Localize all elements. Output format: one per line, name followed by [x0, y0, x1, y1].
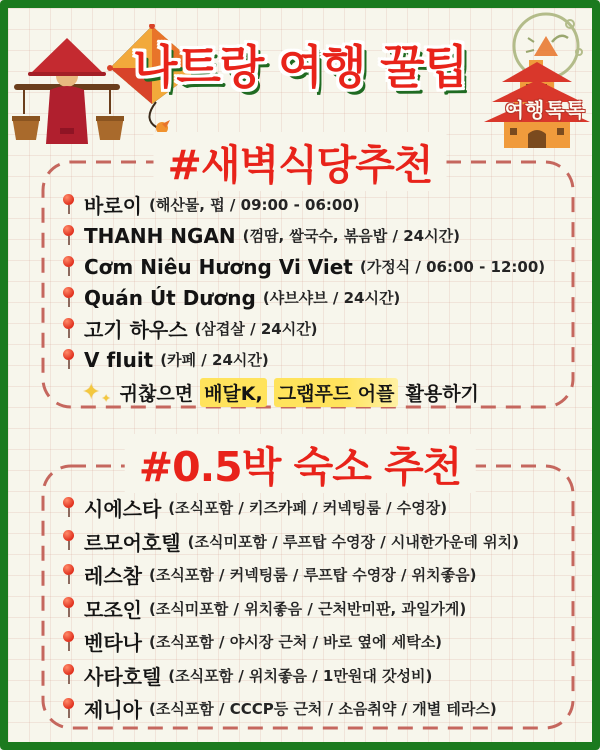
list-item [62, 625, 562, 659]
pin-icon [62, 286, 76, 310]
list-item [62, 592, 562, 626]
pin-icon [62, 596, 76, 620]
item-detail: (조식미포함 / 위치좋음 / 근처반미판, 과일가게) [148, 599, 467, 618]
item-name: 르모어호텔 [84, 530, 181, 555]
item-name: 레스참 [84, 564, 142, 589]
list-item [62, 491, 562, 525]
item-name: 고기 하우스 [84, 318, 188, 342]
item-name: 모조인 [84, 597, 142, 622]
tip-suffix: 활용하기 [405, 382, 479, 405]
item-detail: (껌땀, 쌀국수, 볶음밥 / 24시간) [242, 227, 460, 245]
list-item [62, 659, 562, 693]
hotel-list [62, 491, 562, 726]
pin-icon [62, 697, 76, 721]
list-item [62, 282, 562, 313]
pin-icon [62, 529, 76, 553]
list-item [62, 344, 562, 375]
list-item [62, 220, 562, 251]
sparkle-icon: ✦ [101, 391, 111, 405]
item-detail: (조식포함 / 야시장 근처 / 바로 옆에 세탁소) [148, 633, 443, 652]
tip-line [82, 375, 562, 409]
pin-icon [62, 255, 76, 279]
list-item [62, 525, 562, 559]
item-detail: (조식포함 / CCCP등 근처 / 소음취약 / 개별 테라스) [148, 700, 497, 719]
logo-text: 여행톡톡 [504, 98, 586, 122]
list-item [62, 251, 562, 282]
list-item [62, 692, 562, 726]
section-title-restaurants: #새벽식당추천 [154, 132, 447, 191]
pin-icon [62, 630, 76, 654]
list-item [62, 189, 562, 220]
item-detail: (샤브샤브 / 24시간) [262, 289, 401, 307]
item-detail: (삼겹살 / 24시간) [194, 320, 318, 338]
tip-highlight-2: 그랩푸드 어플 [274, 378, 399, 407]
item-name: V fIuit [84, 347, 154, 372]
list-item [62, 313, 562, 344]
restaurant-list [62, 189, 562, 409]
tip-prefix: 귀찮으면 [119, 382, 194, 405]
item-name: Quán Út Dương [84, 285, 256, 310]
item-detail: (조식미포함 / 루프탑 수영장 / 시내한가운데 위치) [187, 532, 519, 551]
item-detail: (조식포함 / 커넥팅룸 / 루프탑 수영장 / 위치좋음) [148, 566, 477, 585]
pin-icon [62, 496, 76, 520]
item-name: 바로이 [84, 194, 142, 218]
item-detail: (조식포함 / 키즈카페 / 커넥팅룸 / 수영장) [168, 499, 448, 518]
item-name: 제니아 [84, 698, 142, 723]
tip-highlight-1: 배달K, [200, 378, 267, 407]
pin-icon [62, 224, 76, 248]
pin-icon [62, 193, 76, 217]
pin-icon [62, 563, 76, 587]
item-detail: (카페 / 24시간) [160, 351, 269, 369]
item-name: 사타호텔 [84, 664, 162, 689]
item-name: THANH NGAN [84, 223, 236, 248]
poster-title: 나트랑 여행 꿀팁 [132, 40, 468, 94]
item-name: 시에스타 [84, 497, 162, 522]
item-name: 벤타나 [84, 631, 142, 656]
list-item [62, 558, 562, 592]
item-detail: (가정식 / 06:00 - 12:00) [359, 258, 546, 276]
item-name: Cơm Niêu Hương Vi Viet [84, 254, 353, 279]
item-detail: (해산물, 펍 / 09:00 - 06:00) [148, 196, 360, 214]
item-detail: (조식포함 / 위치좋음 / 1만원대 갓성비) [168, 666, 433, 685]
sparkle-icon: ✦ [82, 379, 101, 405]
pin-icon [62, 348, 76, 372]
section-title-hotels: #0.5박 숙소 추천 [125, 434, 476, 493]
pin-icon [62, 317, 76, 341]
pin-icon [62, 663, 76, 687]
